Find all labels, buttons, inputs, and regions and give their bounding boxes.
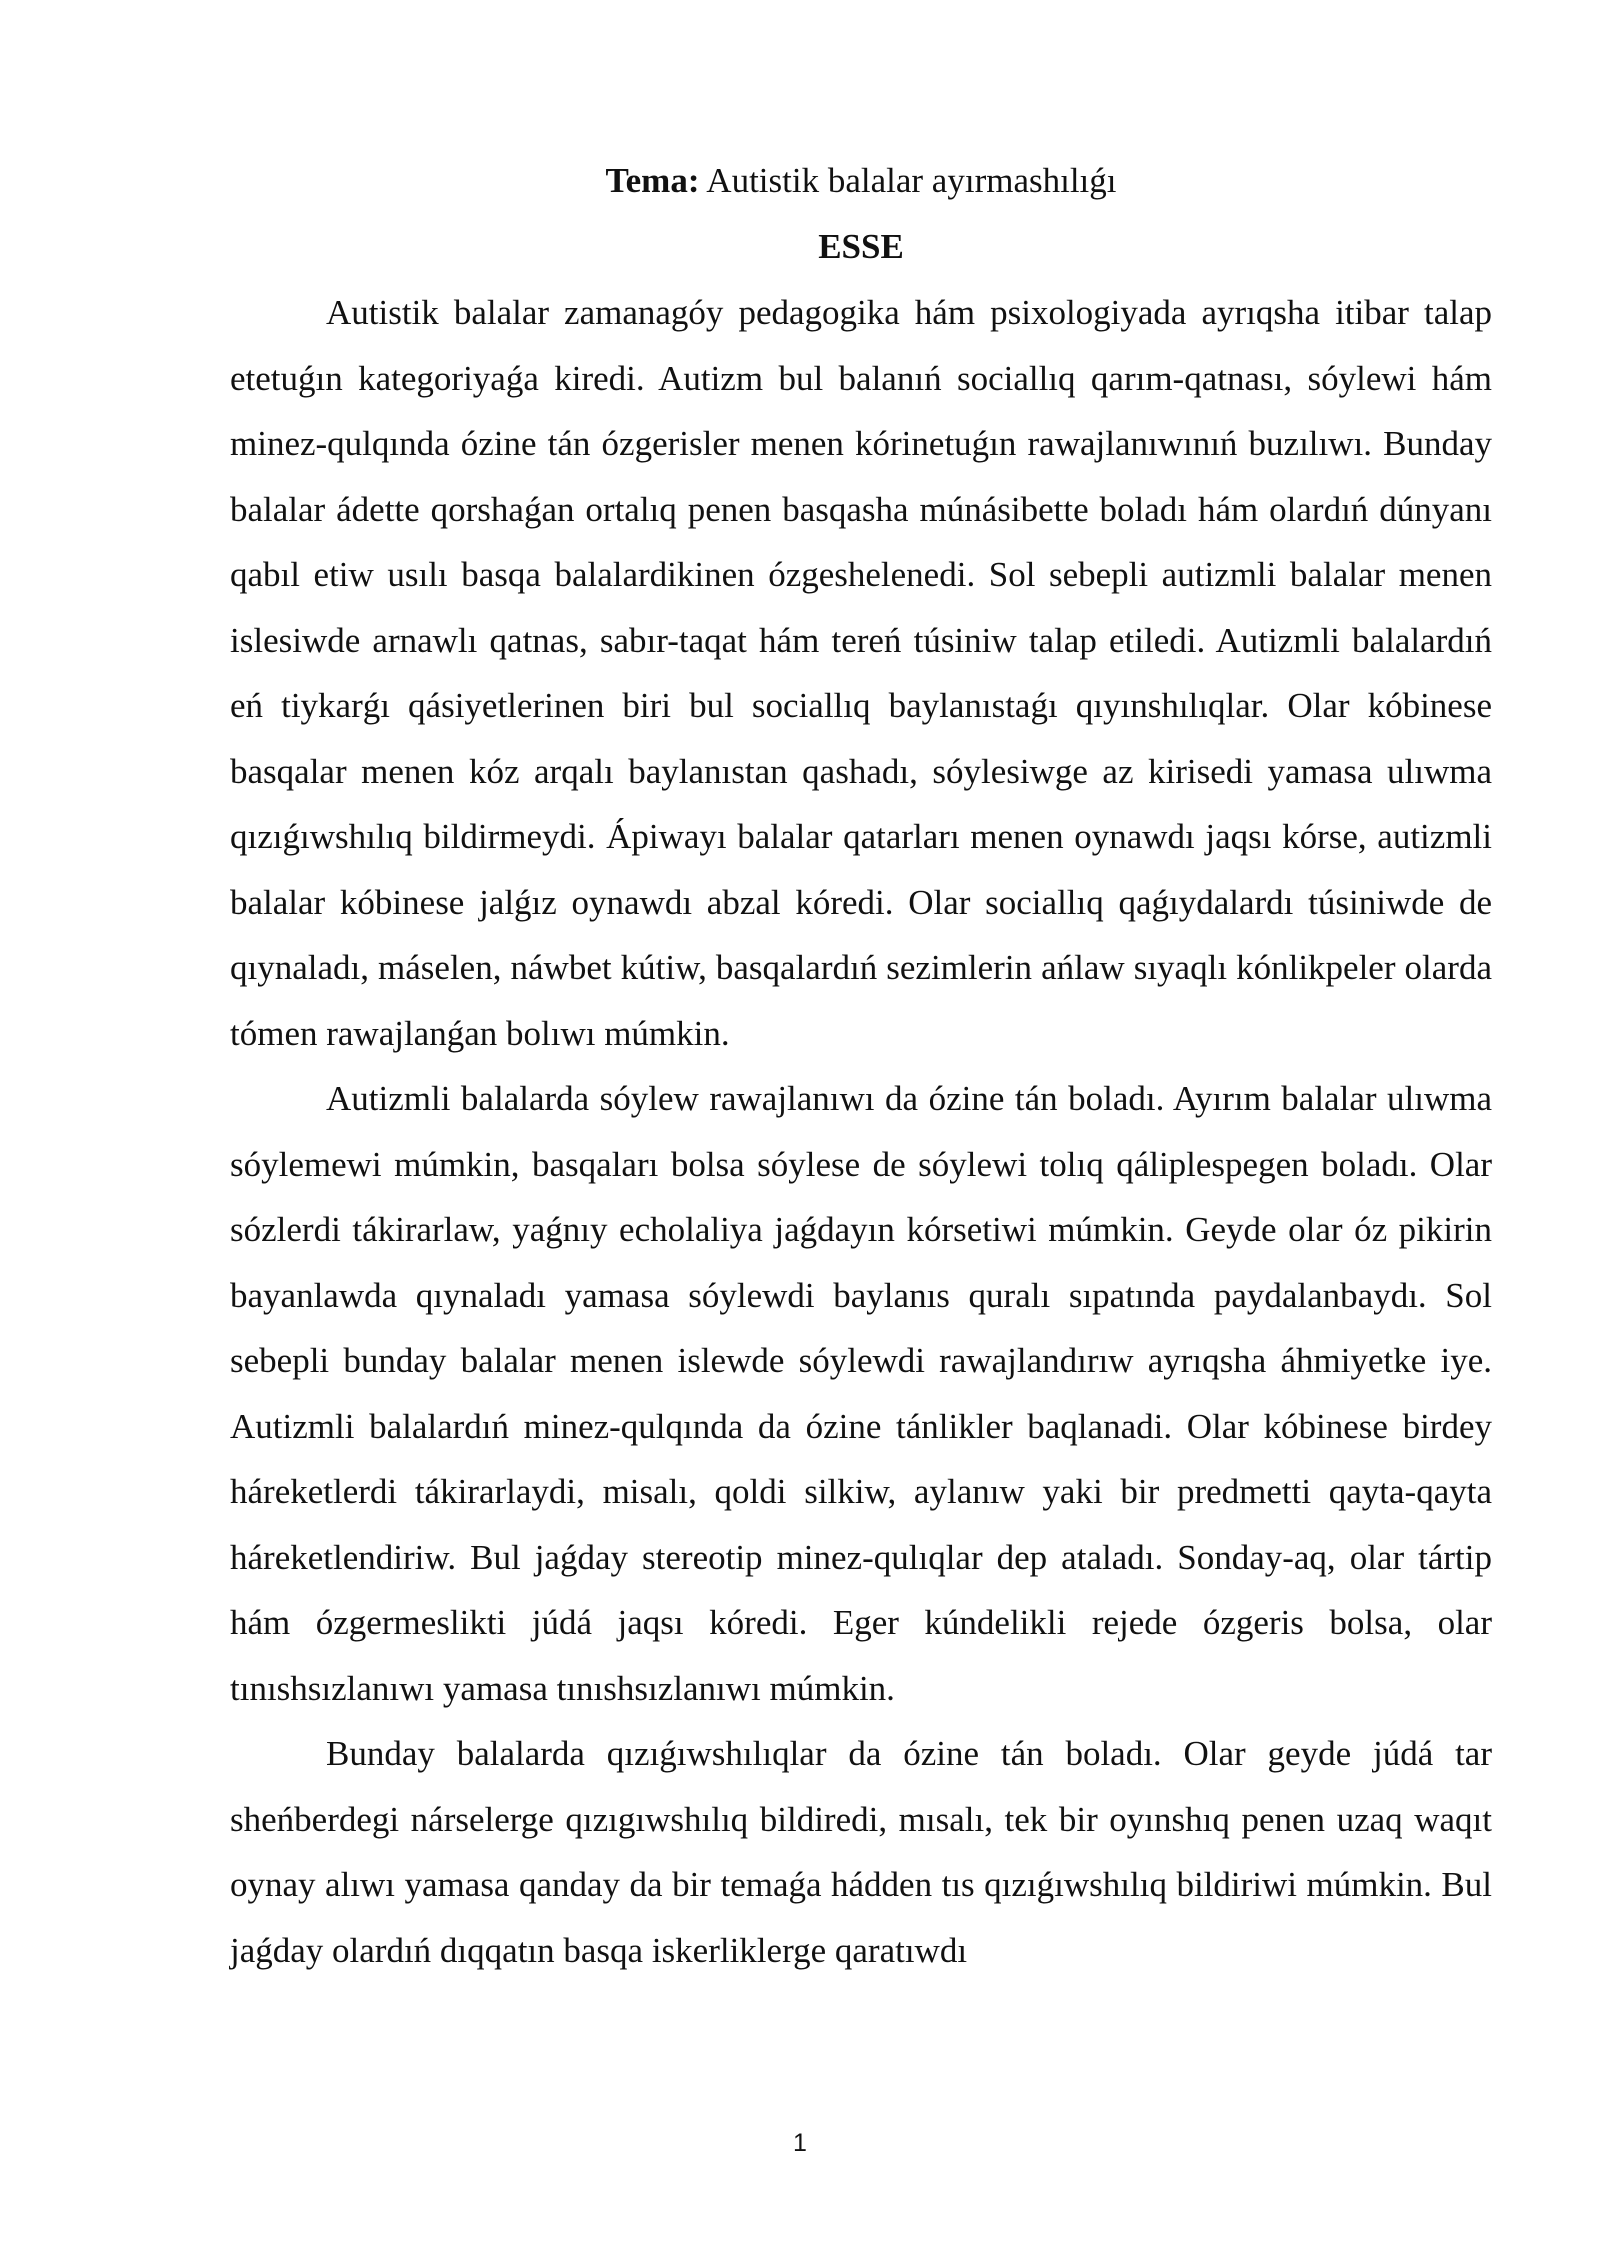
title-label: Tema: — [605, 161, 700, 200]
paragraph-3: Bunday balalarda qızıǵıwshılıqlar da ózine tán boladı. Olar geyde júdá tar sheńberdegi nárselerge qızıgıwshılıq bildiredi, mısalı, tek bir oyınshıq penen uzaq waqıt oynay alıwı yamasa qanday da bir temaǵa hádden tıs qızıǵıwshılıq bildiriwi múmkin. Bul jaǵday olardıń dıqqatın basqa iskerliklerge qaratıwdı — [230, 1734, 1492, 1970]
document-body — [230, 148, 1492, 1983]
essay-heading: ESSE — [818, 227, 904, 266]
title-text: Autistik balalar ayırmashılıǵı — [699, 161, 1117, 200]
paragraph-2: Autizmli balalarda sóylew rawajlanıwı da ózine tán boladı. Ayırım balalar ulıwma sóylemewi múmkin, basqaları bolsa sóylese de sóylewi tolıq qáliplespegen boladı. Olar sózlerdi tákirarlaw, yaǵnıy echolaliya jaǵdayın kórsetiwi múmkin. Geyde olar óz pikirin bayanlawda qıynaladı yamasa sóylewdi baylanıs quralı sıpatında paydalanbaydı. Sol sebepli bunday balalar menen islewde sóylewdi rawajlandırıw ayrıqsha áhmiyetke iye. Autizmli balalardıń minez-qulqında da ózine tánlikler baqlanadi. Olar kóbinese birdey háreketlerdi tákirarlaydi, misalı, qoldi silkiw, aylanıw yaki bir predmetti qayta-qayta háreketlendiriw. Bul jaǵday stereotip minez-qulıqlar dep ataladı. Sonday-aq, olar tártip hám ózgermeslikti júdá jaqsı kóredi. Eger kúndelikli rejede ózgeris bolsa, olar tınıshsızlanıwı yamasa tınıshsızlanıwı múmkin. — [230, 1079, 1492, 1708]
document-title — [230, 148, 1492, 214]
page-number: 1 — [793, 2129, 807, 2157]
paragraph-1: Autistik balalar zamanagóy pedagogika hám psixologiyada ayrıqsha itibar talap etetuǵın kategoriyaǵa kiredi. Autizm bul balanıń sociallıq qarım-qatnası, sóylewi hám minez-qulqında ózine tán ózgerisler menen kórinetuǵın rawajlanıwınıń buzılıwı. Bunday balalar ádette qorshaǵan ortalıq penen basqasha múnásibette boladı hám olardıń dúnyanı qabıl etiw usılı basqa balalardikinen ózgeshelenedi. Sol sebepli autizmli balalar menen islesiwde arnawlı qatnas, sabır-taqat hám tereń túsiniw talap etiledi. Autizmli balalardıń eń tiykarǵı qásiyetlerinen biri bul sociallıq baylanıstaǵı qıyınshılıqlar. Olar kóbinese basqalar menen kóz arqalı baylanıstan qashadı, sóylesiwge az kirisedi yamasa ulıwma qızıǵıwshılıq bildirmeydi. Ápiwayı balalar qatarları menen oynawdı jaqsı kórse, autizmli balalar kóbinese jalǵız oynawdı abzal kóredi. Olar sociallıq qaǵıydalardı túsiniwde de qıynaladı, máselen, náwbet kútiw, basqalardıń sezimlerin ańlaw sıyaqlı kónlikpeler olarda tómen rawajlanǵan bolıwı múmkin. — [230, 293, 1492, 1053]
